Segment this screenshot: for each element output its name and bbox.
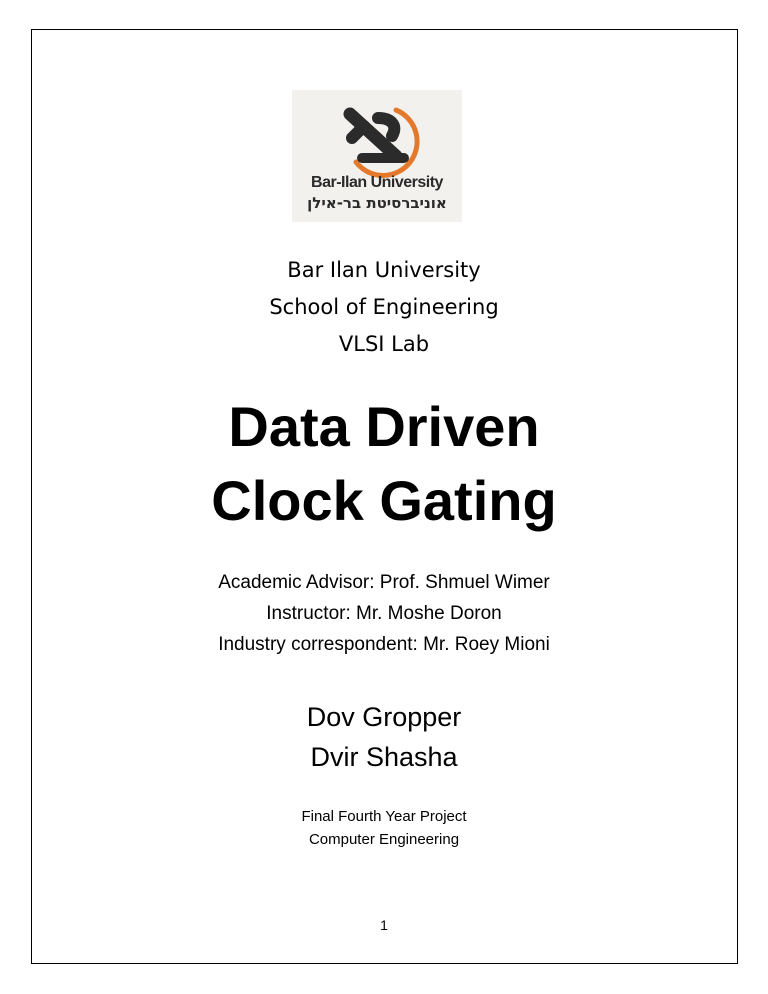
project-type: Final Fourth Year Project — [301, 808, 467, 825]
university-logo — [292, 90, 462, 222]
title-line-1: Data Driven — [228, 395, 540, 458]
logo-hebrew-name: אוניברסיטת בר-אילן — [307, 194, 447, 212]
project-department: Computer Engineering — [308, 831, 460, 848]
page-number: 1 — [380, 917, 388, 933]
author-2: Dvir Shasha — [310, 742, 458, 772]
author-1: Dov Gropper — [306, 702, 462, 732]
industry-correspondent: Industry correspondent: Mr. Roey Mioni — [218, 634, 550, 655]
school-name: School of Engineering — [269, 295, 499, 319]
university-name: Bar Ilan University — [287, 258, 481, 282]
instructor: Instructor: Mr. Moshe Doron — [266, 603, 502, 624]
title-line-2: Clock Gating — [211, 469, 557, 532]
logo-english-name: Bar-Ilan University — [311, 174, 443, 191]
logo-mark-icon — [292, 90, 462, 180]
lab-name: VLSI Lab — [338, 332, 430, 356]
academic-advisor: Academic Advisor: Prof. Shmuel Wimer — [218, 572, 550, 593]
